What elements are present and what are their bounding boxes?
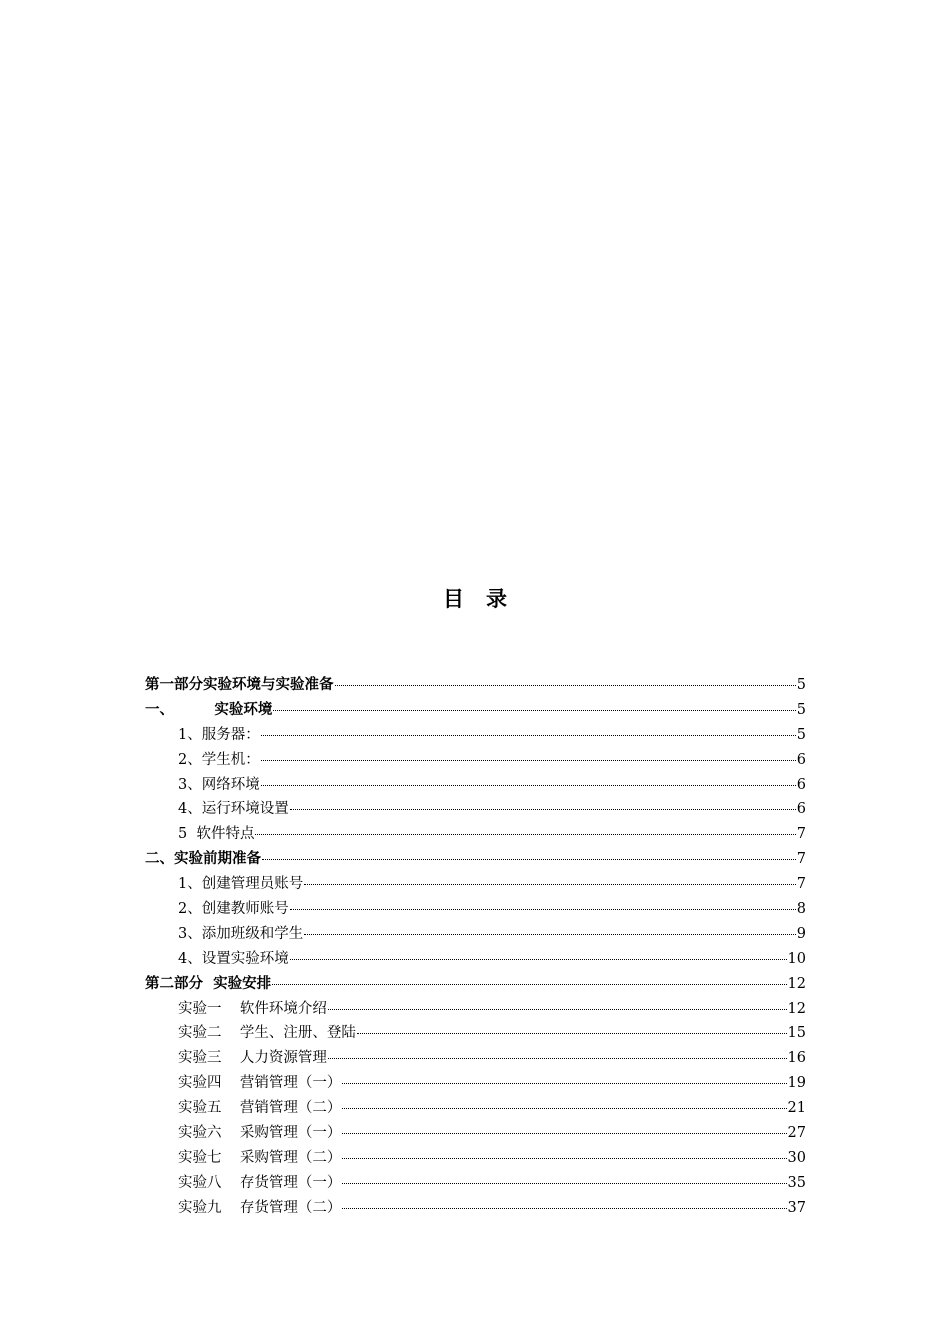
toc-dot-leader	[273, 710, 795, 711]
toc-dot-leader	[255, 834, 795, 835]
toc-entry-page: 7	[796, 851, 806, 868]
toc-entry[interactable]	[145, 723, 806, 748]
toc-entry-label: 实验九 存货管理（二）	[178, 1199, 342, 1216]
toc-dot-leader	[328, 1009, 787, 1010]
toc-dot-leader	[342, 1158, 786, 1159]
toc-entry-page: 27	[787, 1125, 806, 1142]
toc-entry-label: 第一部分实验环境与实验准备	[145, 676, 334, 693]
toc-dot-leader	[272, 984, 786, 985]
toc-entry-label: 实验八 存货管理（一）	[178, 1174, 342, 1191]
toc-dot-leader	[261, 735, 796, 736]
toc-entry-page: 21	[787, 1100, 806, 1117]
toc-dot-leader	[342, 1133, 786, 1134]
toc-dot-leader	[261, 760, 796, 761]
toc-entry-label: 一、 实验环境	[145, 700, 273, 718]
toc-entry[interactable]	[145, 922, 806, 947]
toc-entry-page: 15	[787, 1025, 806, 1042]
toc-dot-leader	[335, 685, 796, 686]
toc-entry[interactable]	[145, 847, 806, 872]
toc-dot-leader	[342, 1208, 786, 1209]
toc-entry[interactable]	[145, 673, 806, 698]
toc-dot-leader	[304, 934, 796, 935]
toc-entry[interactable]	[145, 1171, 806, 1196]
toc-entry[interactable]	[145, 698, 806, 723]
toc-entry-page: 9	[796, 925, 806, 942]
toc-title: 目录	[443, 586, 529, 611]
toc-dot-leader	[357, 1033, 787, 1034]
toc-entry[interactable]	[145, 748, 806, 773]
toc-entry-label: 实验一 软件环境介绍	[178, 1000, 327, 1017]
toc-entry-label: 4、运行环境设置	[178, 801, 289, 818]
toc-entry-label: 实验四 营销管理（一）	[178, 1075, 342, 1092]
toc-entry[interactable]	[145, 1146, 806, 1171]
toc-entry[interactable]	[145, 1021, 806, 1046]
toc-entry[interactable]	[145, 947, 806, 972]
toc-entry-label: 实验五 营销管理（二）	[178, 1100, 342, 1117]
toc-dot-leader	[290, 809, 796, 810]
toc-entry-page: 10	[787, 950, 806, 967]
toc-entry[interactable]	[145, 797, 806, 822]
toc-dot-leader	[290, 909, 796, 910]
toc-entry-page: 19	[787, 1075, 806, 1092]
toc-entry-page: 6	[796, 776, 806, 793]
toc-entry-label: 5 软件特点	[178, 826, 255, 843]
toc-entry[interactable]	[145, 822, 806, 847]
toc-entry-page: 35	[787, 1174, 806, 1191]
toc-entry[interactable]	[145, 1046, 806, 1071]
toc-entry[interactable]	[145, 1096, 806, 1121]
toc-entry-page: 30	[787, 1149, 806, 1166]
toc-entry-page: 16	[787, 1050, 806, 1067]
toc-dot-leader	[261, 785, 796, 786]
toc-entry-page: 37	[787, 1199, 806, 1216]
toc-entry-label: 1、创建管理员账号	[178, 876, 304, 893]
toc-entry[interactable]	[145, 997, 806, 1022]
toc-entry-label: 实验二 学生、注册、登陆	[178, 1025, 356, 1042]
toc-entry[interactable]	[145, 1071, 806, 1096]
toc-entry-label: 3、网络环境	[178, 776, 260, 793]
toc-entry-page: 7	[796, 876, 806, 893]
toc-entry-label: 实验三 人力资源管理	[178, 1050, 327, 1067]
toc-dot-leader	[342, 1183, 786, 1184]
toc-entry-page: 5	[796, 701, 806, 718]
toc-entry[interactable]	[145, 773, 806, 798]
toc-entry-label: 实验六 采购管理（一）	[178, 1125, 342, 1142]
toc-entry-label: 实验七 采购管理（二）	[178, 1149, 342, 1166]
toc-dot-leader	[262, 859, 796, 860]
toc-entry-label: 2、创建教师账号	[178, 901, 289, 918]
table-of-contents	[145, 673, 806, 1221]
toc-entry-page: 6	[796, 801, 806, 818]
toc-entry-label: 2、学生机：	[178, 751, 260, 768]
toc-entry-label: 二、实验前期准备	[145, 850, 261, 868]
toc-dot-leader	[342, 1083, 786, 1084]
toc-entry[interactable]	[145, 1196, 806, 1221]
toc-dot-leader	[328, 1058, 787, 1059]
toc-entry-page: 5	[796, 726, 806, 743]
toc-entry[interactable]	[145, 972, 806, 997]
toc-entry-label: 1、服务器：	[178, 726, 260, 743]
toc-entry-page: 12	[787, 1000, 806, 1017]
toc-dot-leader	[290, 959, 787, 960]
toc-entry-label: 第二部分 实验安排	[145, 974, 272, 992]
toc-entry-page: 5	[796, 677, 806, 693]
toc-entry-page: 8	[796, 901, 806, 918]
toc-dot-leader	[304, 884, 796, 885]
toc-entry[interactable]	[145, 872, 806, 897]
toc-dot-leader	[342, 1108, 786, 1109]
toc-entry[interactable]	[145, 897, 806, 922]
toc-entry-label: 3、添加班级和学生	[178, 925, 304, 942]
toc-entry-page: 7	[796, 826, 806, 843]
toc-entry-page: 6	[796, 751, 806, 768]
toc-entry-page: 12	[787, 975, 806, 992]
toc-entry-label: 4、设置实验环境	[178, 950, 289, 967]
toc-entry[interactable]	[145, 1121, 806, 1146]
